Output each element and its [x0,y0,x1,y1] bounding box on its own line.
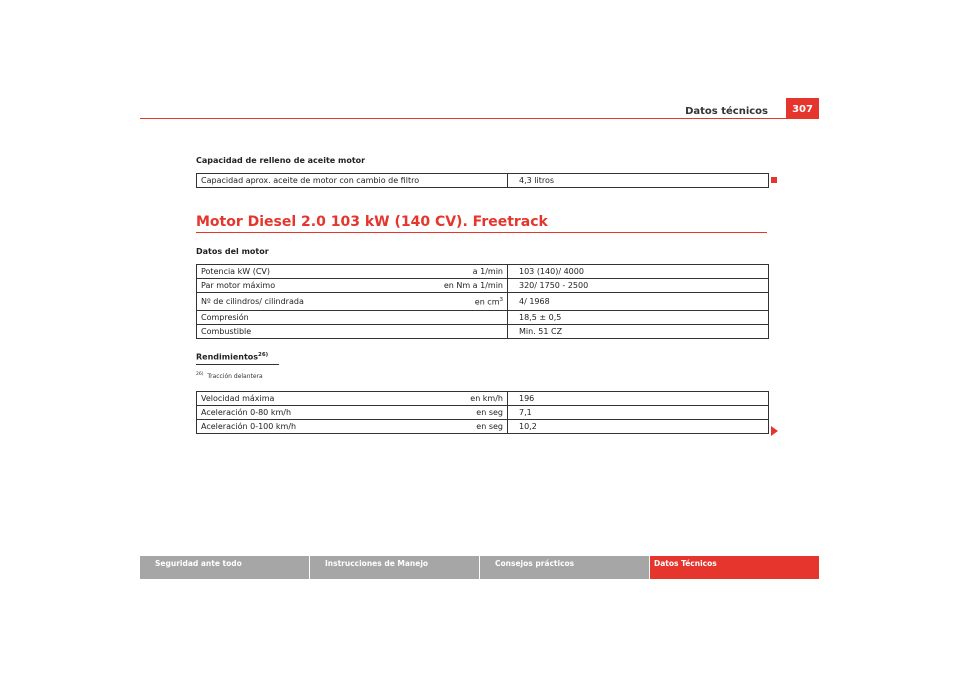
table-row [197,325,769,339]
table-row [197,279,769,293]
engine-data-title: Datos del motor [196,247,269,256]
oil-section-title: Capacidad de relleno de aceite motor [196,156,366,165]
engine-row-unit [397,293,508,311]
footnote-text: Tracción delantera [207,373,263,380]
performance-row-label: Aceleración 0-100 km/h [197,420,397,434]
performance-row-value: 10,2 [508,420,769,434]
footer-tab-consejos[interactable]: Consejos prácticos [480,556,649,579]
engine-row-value: Min. 51 CZ [508,325,769,339]
section-end-marker [771,177,777,183]
table-row [197,392,769,406]
engine-heading: Motor Diesel 2.0 103 kW (140 CV). Freetrack [196,214,548,230]
footer-tab-seguridad[interactable]: Seguridad ante todo [140,556,309,579]
table-row [197,293,769,311]
engine-row-label: Potencia kW (CV) [197,265,397,279]
performance-row-unit: en seg [397,420,508,434]
continue-arrow-icon [771,426,778,436]
footnote-rule [196,364,279,365]
engine-row-label: Compresión [197,311,397,325]
oil-capacity-table [196,173,769,188]
header-rule [140,118,819,119]
performance-row-unit: en km/h [397,392,508,406]
table-row [197,420,769,434]
oil-capacity-value: 4,3 litros [508,174,769,188]
engine-row-label: Combustible [197,325,397,339]
performance-table [196,391,769,434]
running-header-title: Datos técnicos [685,106,768,117]
table-row [197,265,769,279]
engine-row-unit: en Nm a 1/min [397,279,508,293]
page-number: 307 [786,98,819,118]
oil-capacity-label: Capacidad aprox. aceite de motor con cambio de filtro [197,174,397,188]
performance-title [196,352,268,362]
engine-row-value: 103 (140)/ 4000 [508,265,769,279]
unit-superscript: 3 [499,296,503,303]
table-row [197,406,769,420]
performance-row-label: Aceleración 0-80 km/h [197,406,397,420]
footer-tab-instrucciones[interactable]: Instrucciones de Manejo [310,556,479,579]
table-row [197,174,769,188]
table-row [197,311,769,325]
engine-row-label: Par motor máximo [197,279,397,293]
engine-row-value: 4/ 1968 [508,293,769,311]
footer-tab-datos-tecnicos[interactable]: Datos Técnicos [650,556,819,579]
engine-row-value: 320/ 1750 - 2500 [508,279,769,293]
engine-row-value: 18,5 ± 0,5 [508,311,769,325]
unit-text: en cm [474,297,500,307]
footnote-reference: 26) [258,352,269,358]
footnote [196,372,263,380]
performance-row-value: 7,1 [508,406,769,420]
engine-row-unit [397,311,508,325]
engine-data-table [196,264,769,339]
engine-row-unit: a 1/min [397,265,508,279]
engine-row-unit [397,325,508,339]
performance-title-text: Rendimientos [196,352,259,362]
performance-row-label: Velocidad máxima [197,392,397,406]
engine-row-label: Nº de cilindros/ cilindrada [197,293,397,311]
heading-rule [196,232,767,233]
footnote-marker: 26) [196,372,204,377]
performance-row-value: 196 [508,392,769,406]
performance-row-unit: en seg [397,406,508,420]
